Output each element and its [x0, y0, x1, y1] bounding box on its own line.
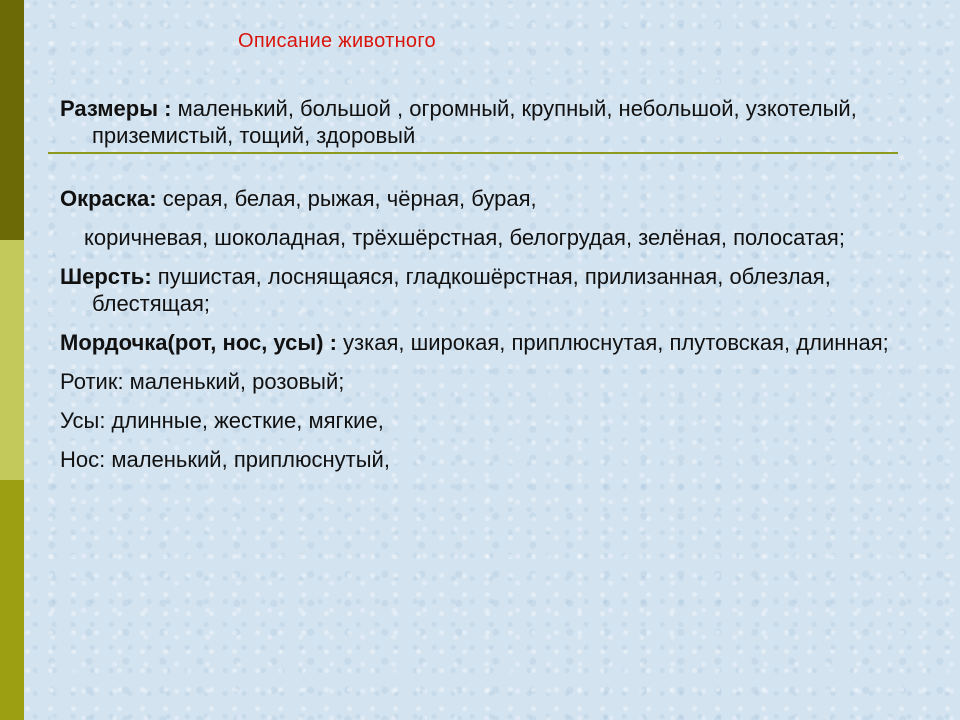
color-text-line1: серая, белая, рыжая, чёрная, бурая,	[162, 186, 537, 211]
fur-paragraph	[60, 263, 920, 317]
mouth-paragraph: Ротик: маленький, розовый;	[60, 369, 345, 394]
muzzle-label: Мордочка(рот, нос, усы) :	[60, 330, 337, 355]
fur-label: Шерсть:	[60, 264, 152, 289]
side-bar-middle	[0, 240, 24, 480]
slide-title: Описание животного	[238, 30, 436, 52]
color-paragraph	[60, 185, 920, 212]
slide-content	[60, 95, 920, 473]
fur-text: пушистая, лоснящаяся, гладкошёрстная, прилизанная, облезлая, блестящая;	[92, 264, 831, 316]
size-label: Размеры :	[60, 96, 172, 121]
color-label: Окраска:	[60, 186, 157, 211]
muzzle-paragraph	[60, 329, 920, 356]
size-text: маленький, большой , огромный, крупный, небольшой, узкотелый, приземистый, тощий, здоровый	[92, 96, 857, 148]
color-text-line2: коричневая, шоколадная, трёхшёрстная, белогрудая, зелёная, полосатая;	[84, 225, 845, 250]
side-bar-bottom	[0, 480, 24, 720]
color-paragraph-cont	[60, 224, 920, 251]
whiskers-paragraph: Усы: длинные, жесткие, мягкие,	[60, 408, 384, 433]
muzzle-text: узкая, широкая, приплюснутая, плутовская, длинная;	[343, 330, 889, 355]
nose-paragraph: Нос: маленький, приплюснутый,	[60, 447, 390, 472]
side-bar-top	[0, 0, 24, 240]
size-paragraph	[60, 95, 920, 149]
